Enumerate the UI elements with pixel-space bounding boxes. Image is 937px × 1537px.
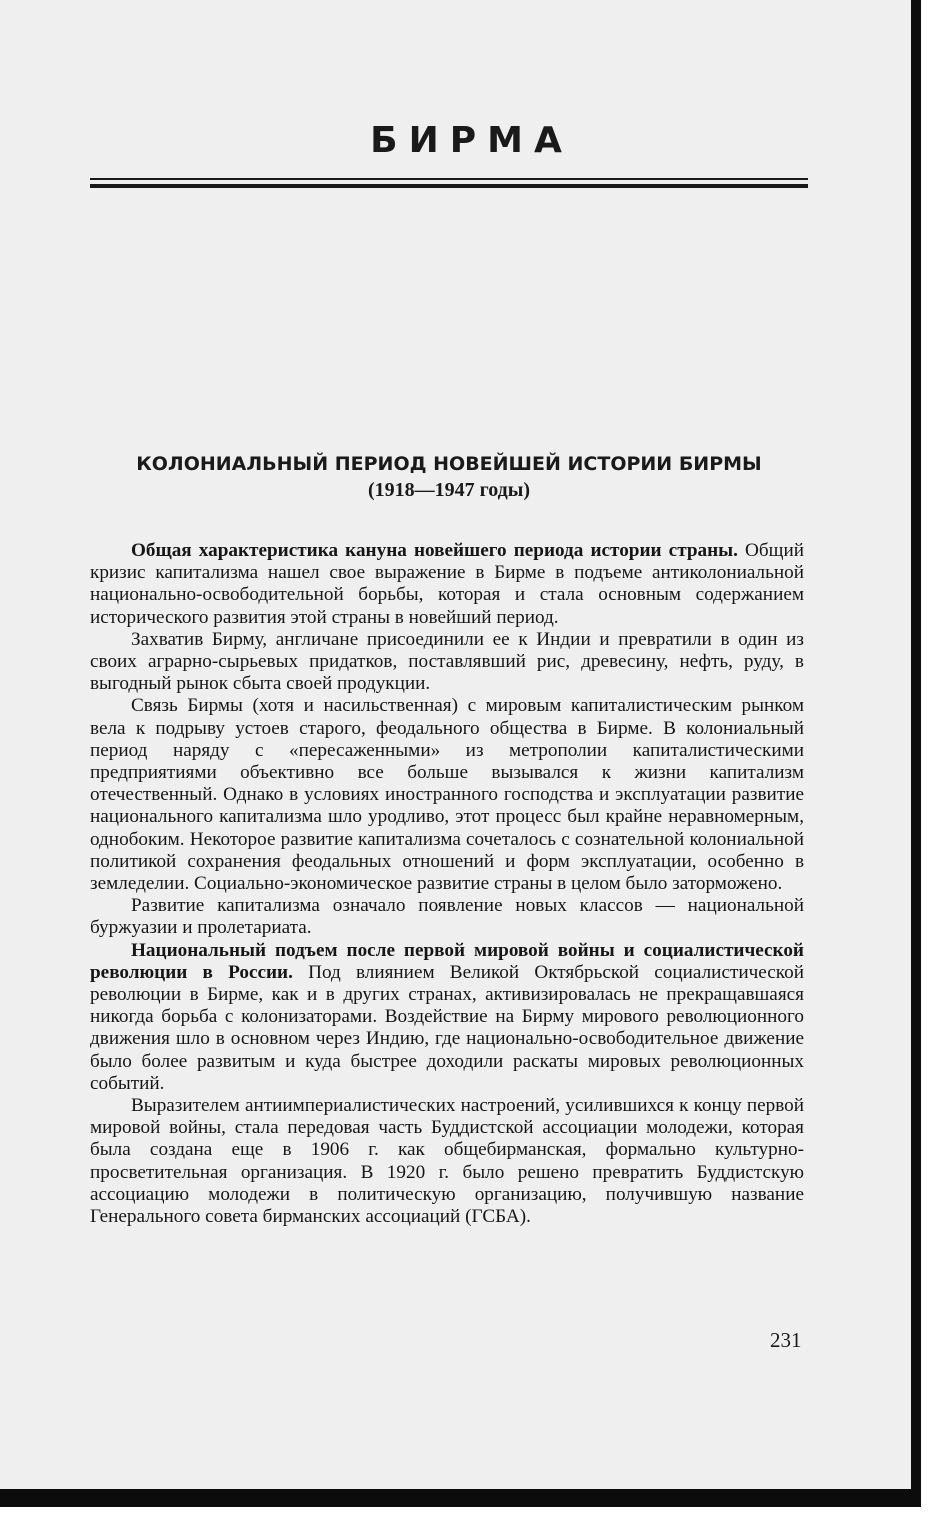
paragraph-text: Захватив Бирму, англичане присоединили ее к Индии и превратили в один из своих аграрно-сырьевых придатков, поставлявший рис, древесину, нефть, руду, в выгодный рынок сбыта своей продукции. [90,628,804,695]
paragraph [90,540,804,629]
paragraph-text: Общий кризис капитализма нашел свое выражение в Бирме в подъеме антиколониальной национально-освободительной борьбы, которая и стала основным содержанием исторического развития этой страны в новейший период. [90,540,804,628]
paragraph-text: Выразителем антиимпериалистических настроений, усилившихся к концу первой мировой войны, стала передовая часть Буддистской ассоциации молодежи, которая была создана еще в 1906 г. как общебирманская, формально культурно-просветительная организация. В 1920 г. было решено превратить Буддистскую ассоциацию молодежи в политическую организацию, получившую название Генерального совета бирманских ассоциаций (ГСБА). [90,1095,804,1228]
paragraph-text: Связь Бирмы (хотя и насильственная) с мировым капиталистическим рынком вела к подрыву устоев старого, феодального общества в Бирме. В колониальный период наряду с «пересаженными» из метрополии капиталистическими предприятиями объективно все больше вызывался к жизни капитализм отечественный. Однако в условиях иностранного господства и эксплуатации развитие национального капитализма шло уродливо, этот процесс был крайне неравномерным, однобоким. Некоторое развитие капитализма сочеталось с сознательной колониальной политикой сохранения феодальных отношений и форм эксплуатации, особенно в земледелии. Социально-экономическое развитие страны в целом было заторможено. [90,695,804,895]
paragraph [90,1095,804,1228]
paragraph [90,895,804,939]
paragraph-lead: Национальный подъем после первой мировой войны и социалистической революции в России. [90,939,804,983]
title-rule-thick [90,184,808,188]
body-text [90,540,804,1228]
paragraph [90,695,804,895]
paragraph-text: Под влиянием Великой Октябрьской социалистической революции в Бирме, как и в других странах, активизировалась не прекращавшаяся никогда борьба с колонизаторами. Воздействие на Бирму мирового революционного движения шло в основном через Индию, где национально-освободительное движение было более развитым и куда быстрее доходили раскаты мировых революционных событий. [90,961,804,1094]
paragraph-lead: Общая характеристика кануна новейшего периода истории страны. [131,540,738,561]
section-period: (1918—1947 годы) [367,479,531,501]
section-heading [90,452,808,502]
chapter-title: БИРМА [370,120,573,161]
page-number: 231 [770,1328,802,1352]
paragraph [90,629,804,696]
title-rule-thin [90,178,808,180]
paragraph [90,940,804,1095]
section-title: КОЛОНИАЛЬНЫЙ ПЕРИОД НОВЕЙШЕЙ ИСТОРИИ БИРМЫ [136,453,762,475]
paragraph-text: Развитие капитализма означало появление новых классов — национальной буржуазии и пролетариата. [90,895,804,939]
